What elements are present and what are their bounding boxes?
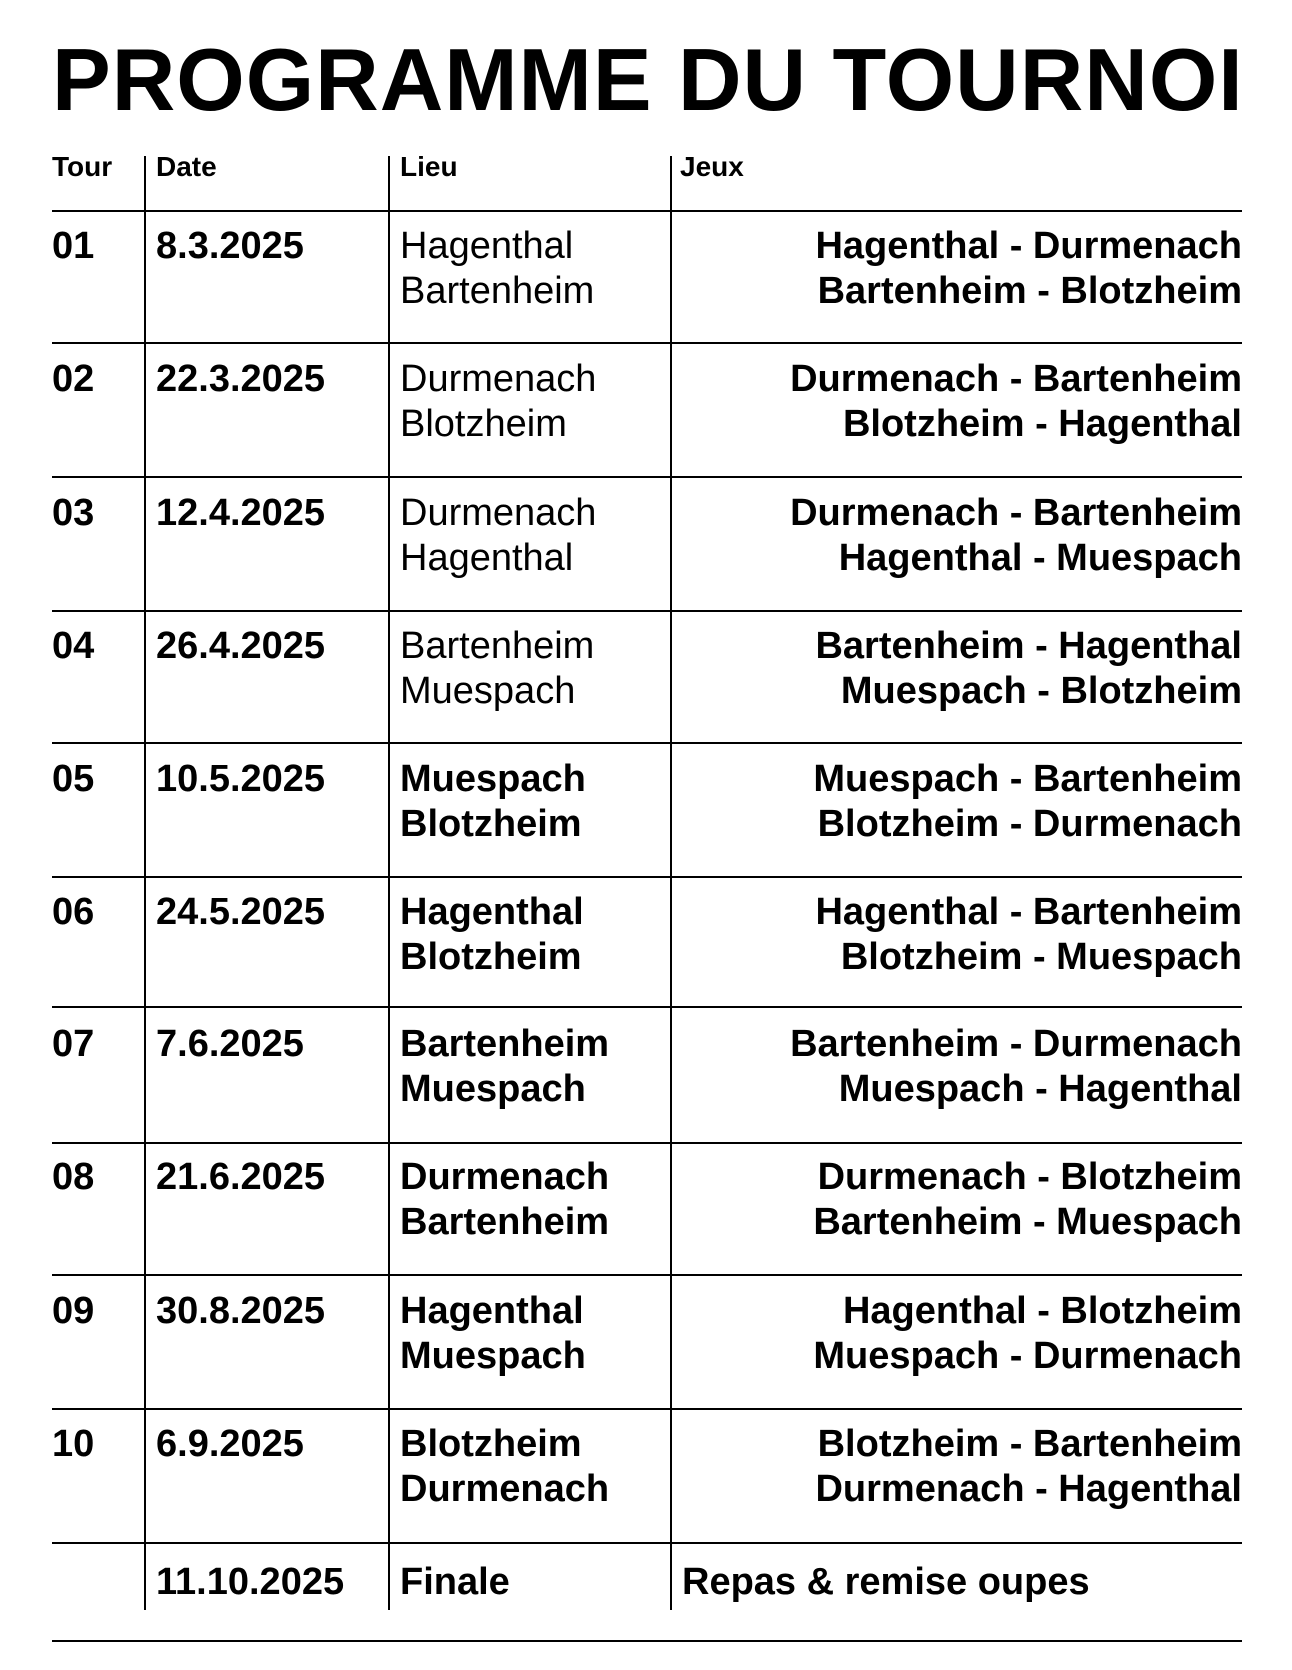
row-divider [52, 876, 1242, 878]
round-number: 03 [52, 492, 95, 534]
round-number: 06 [52, 891, 95, 933]
venue-name: Blotzheim [400, 1423, 582, 1465]
round-games [680, 624, 1242, 714]
venue-name: Hagenthal [400, 1290, 584, 1332]
venue-name: Blotzheim [400, 803, 582, 845]
match-pairing: Blotzheim - Hagenthal [842, 403, 1242, 445]
venue-name: Durmenach [400, 492, 597, 534]
row-divider [52, 476, 1242, 478]
row-divider [52, 610, 1242, 612]
venue-name: Bartenheim [400, 625, 595, 667]
row-divider [52, 1006, 1242, 1008]
match-pairing: Durmenach - Blotzheim [817, 1156, 1242, 1198]
round-number: 10 [52, 1423, 95, 1465]
row-divider [52, 210, 1242, 212]
column-divider-jeux [670, 156, 672, 1610]
venue-name: Muespach [400, 1335, 586, 1377]
match-pairing: Bartenheim - Blotzheim [817, 270, 1242, 312]
round-venues [400, 491, 596, 581]
round-date: 24.5.2025 [156, 891, 326, 933]
venue-name: Hagenthal [400, 225, 574, 267]
venue-name: Durmenach [400, 1156, 610, 1198]
round-games [680, 357, 1242, 447]
venue-name: Hagenthal [400, 891, 584, 933]
round-games [680, 1155, 1242, 1245]
round-date: 22.3.2025 [156, 358, 326, 400]
round-venues [400, 757, 586, 847]
round-number: 08 [52, 1156, 95, 1198]
venue-name: Bartenheim [400, 270, 595, 312]
header-date: Date [156, 151, 217, 182]
round-date: 26.4.2025 [156, 625, 326, 667]
round-date: 10.5.2025 [156, 758, 326, 800]
match-pairing: Blotzheim - Bartenheim [817, 1423, 1242, 1465]
row-divider [52, 1542, 1242, 1544]
round-games [680, 1022, 1242, 1112]
final-jeux: Repas & remise oupes [682, 1561, 1090, 1603]
round-venues [400, 357, 596, 447]
round-number: 07 [52, 1023, 95, 1065]
round-games [680, 1289, 1242, 1379]
header-jeux: Jeux [680, 151, 744, 182]
round-venues [400, 224, 594, 314]
venue-name: Muespach [400, 670, 576, 712]
column-divider-date [144, 156, 146, 1610]
final-date: 11.10.2025 [156, 1561, 345, 1603]
row-divider [52, 342, 1242, 344]
match-pairing: Durmenach - Hagenthal [815, 1468, 1242, 1510]
round-date: 7.6.2025 [156, 1023, 304, 1065]
round-games [680, 757, 1242, 847]
match-pairing: Durmenach - Bartenheim [790, 358, 1242, 400]
venue-name: Durmenach [400, 358, 597, 400]
venue-name: Muespach [400, 758, 586, 800]
round-games [680, 1422, 1242, 1512]
venue-name: Blotzheim [400, 403, 567, 445]
match-pairing: Bartenheim - Muespach [813, 1201, 1242, 1243]
venue-name: Muespach [400, 1068, 586, 1110]
round-date: 12.4.2025 [156, 492, 326, 534]
match-pairing: Hagenthal - Blotzheim [842, 1290, 1242, 1332]
venue-name: Blotzheim [400, 936, 582, 978]
match-pairing: Hagenthal - Durmenach [815, 225, 1242, 267]
round-venues [400, 624, 594, 714]
round-venues [400, 1155, 609, 1245]
match-pairing: Muespach - Durmenach [813, 1335, 1242, 1377]
match-pairing: Bartenheim - Durmenach [790, 1023, 1242, 1065]
round-date: 21.6.2025 [156, 1156, 326, 1198]
round-venues [400, 1022, 609, 1112]
venue-name: Bartenheim [400, 1023, 610, 1065]
round-venues [400, 1422, 609, 1512]
match-pairing: Durmenach - Bartenheim [790, 492, 1242, 534]
match-pairing: Blotzheim - Muespach [840, 936, 1242, 978]
page-title: PROGRAMME DU TOURNOI [52, 30, 1244, 129]
match-pairing: Hagenthal - Bartenheim [815, 891, 1242, 933]
final-lieu: Finale [400, 1561, 510, 1603]
venue-name: Durmenach [400, 1468, 610, 1510]
round-date: 6.9.2025 [156, 1423, 304, 1465]
row-divider [52, 1408, 1242, 1410]
round-date: 8.3.2025 [156, 225, 304, 267]
row-divider [52, 1274, 1242, 1276]
round-games [680, 890, 1242, 980]
round-games [680, 491, 1242, 581]
venue-name: Hagenthal [400, 537, 574, 579]
row-divider [52, 742, 1242, 744]
round-venues [400, 1289, 586, 1379]
round-number: 09 [52, 1290, 95, 1332]
venue-name: Bartenheim [400, 1201, 610, 1243]
match-pairing: Blotzheim - Durmenach [817, 803, 1242, 845]
match-pairing: Muespach - Bartenheim [813, 758, 1242, 800]
round-date: 30.8.2025 [156, 1290, 326, 1332]
round-number: 04 [52, 625, 95, 667]
match-pairing: Hagenthal - Muespach [838, 537, 1242, 579]
column-divider-lieu [388, 156, 390, 1610]
match-pairing: Bartenheim - Hagenthal [815, 625, 1242, 667]
header-lieu: Lieu [400, 151, 458, 182]
row-divider [52, 1142, 1242, 1144]
match-pairing: Muespach - Blotzheim [840, 670, 1242, 712]
round-number: 01 [52, 225, 95, 267]
round-venues [400, 890, 584, 980]
round-games [680, 224, 1242, 314]
match-pairing: Muespach - Hagenthal [838, 1068, 1242, 1110]
round-number: 02 [52, 358, 95, 400]
header-tour: Tour [52, 151, 113, 182]
round-number: 05 [52, 758, 95, 800]
bottom-rule [52, 1640, 1242, 1642]
